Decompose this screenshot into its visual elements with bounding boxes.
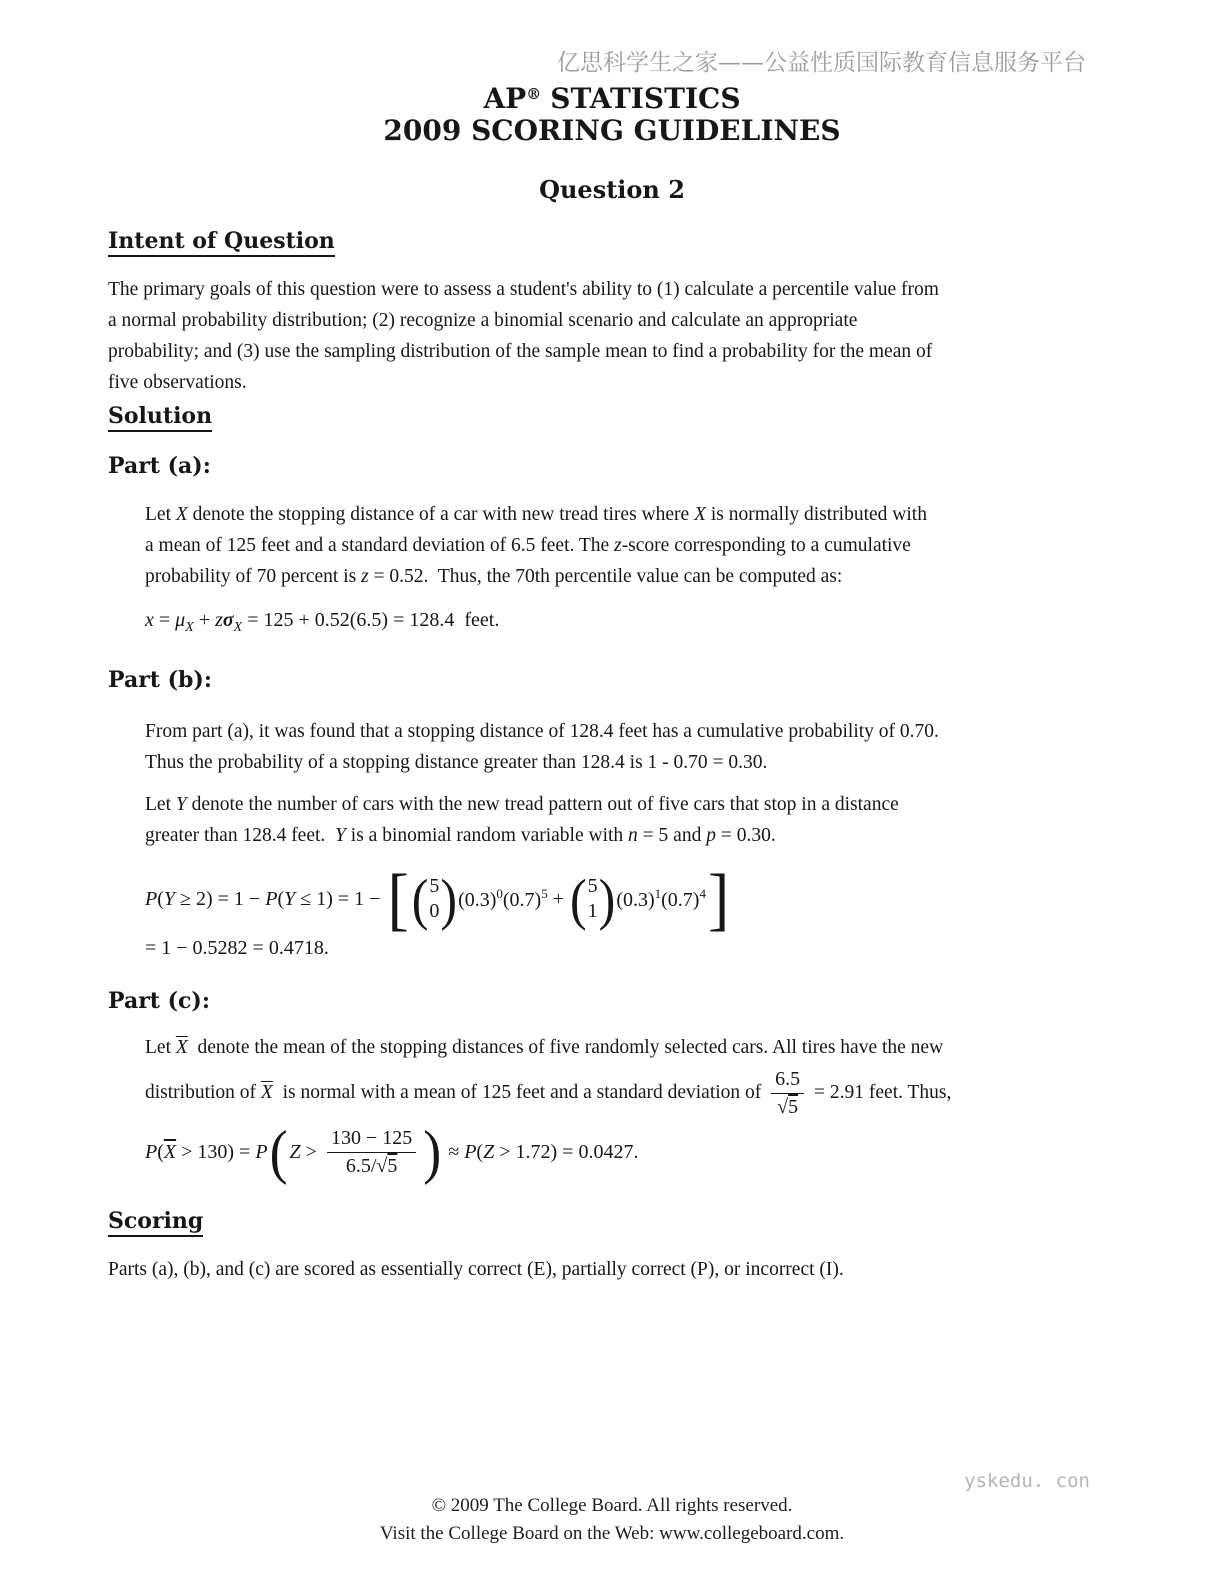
intent-heading: [108, 229, 1116, 257]
fraction-130-minus-125-over-se: [327, 1126, 416, 1179]
part-b-formula: [145, 859, 1116, 938]
fraction-6point5-over-sqrt5: [771, 1067, 804, 1120]
part-a-paragraph: Let X denote the stopping distance of a car with new tread tires where X is normally distributed with a mean of 125 feet and a standard deviation of 6.5 feet. The z-score corresponding to a cumulative probability of 70 percent is z = 0.52. Thus, the 70th percentile value can be computed as:: [145, 504, 927, 587]
solution-heading: [108, 404, 1116, 432]
part-b-result: = 1 − 0.5282 = 0.4718.: [145, 937, 329, 959]
footer-watermark: yskedu. con: [964, 1470, 1090, 1492]
footer-url: Visit the College Board on the Web: www.collegeboard.com.: [379, 1523, 845, 1544]
right-paren: ): [598, 867, 616, 931]
footer-copyright: © 2009 The College Board. All rights reserved.: [431, 1495, 793, 1516]
binom-bottom: 1: [587, 900, 598, 922]
part-a-formula: $x = \mu_X + z\sigma_X = 125 + 0.52(6.5) = 128.4$ feet.: [145, 609, 500, 635]
left-bracket: [: [387, 859, 409, 938]
title-subject: STATISTICS: [550, 82, 741, 115]
right-bracket: ]: [707, 859, 730, 938]
part-c-heading: Part (c):: [108, 988, 210, 1014]
binomial-coefficient-5-choose-0: [411, 867, 458, 931]
part-c-formula-rhs: ≈ P(Z > 1.72) = 0.0427.: [443, 1140, 639, 1163]
part-b-paragraph-2: Let Y denote the number of cars with the new tread pattern out of five cars that stop in a distance greater than 128.4 feet. Y is a binomial random variable with n = 5 and p = 0.30.: [145, 794, 899, 846]
left-paren: (: [570, 867, 587, 931]
part-c-formula-inner: Z >: [289, 1140, 322, 1163]
binom-top: 5: [429, 875, 440, 897]
scoring-paragraph: Parts (a), (b), and (c) are scored as essentially correct (E), partially correct (P), or incorrect (I).: [108, 1259, 844, 1280]
binom-stack: [429, 874, 439, 924]
header-watermark: 亿思科学生之家——公益性质国际教育信息服务平台: [557, 50, 1086, 76]
right-paren: ): [440, 867, 458, 931]
part-c-paragraph: Let $\overline{X}$ denote the mean of the stopping distances of five randomly selected cars. All tires have the new: [145, 1037, 944, 1058]
part-c-paragraph-fraction-line: [145, 1065, 1116, 1121]
part-b-heading: Part (b):: [108, 667, 212, 693]
title-ap: AP: [483, 82, 527, 115]
registered-trademark-symbol: ®: [526, 85, 542, 103]
part-c-frac-line-after: = 2.91 feet. Thus,: [809, 1082, 952, 1103]
scoring-heading-text: Scoring: [108, 1209, 203, 1237]
title-line-2: 2009 SCORING GUIDELINES: [383, 114, 841, 147]
page-footer: [0, 1492, 1224, 1548]
part-b-formula-lhs: P(Y ≥ 2) = 1 − P(Y ≤ 1) = 1 −: [145, 887, 386, 910]
binom-top: 5: [587, 875, 598, 897]
part-a-heading: Part (a):: [108, 453, 211, 479]
binom-bottom: 0: [429, 900, 440, 922]
plus-sign: +: [547, 887, 569, 910]
intent-heading-text: Intent of Question: [108, 229, 335, 257]
title-line-1: [108, 78, 1116, 115]
solution-heading-text: Solution: [108, 404, 212, 432]
part-c-formula: [145, 1118, 1116, 1186]
left-paren: (: [269, 1118, 288, 1186]
part-c-frac-line-before: distribution of $\overline{X}$ is normal with a mean of 125 feet and a standard deviation of: [145, 1082, 767, 1103]
part-b-formula-term-1: $(0.3)^0(0.7)^5$: [458, 886, 548, 911]
part-b-paragraph-1: From part (a), it was found that a stopping distance of 128.4 feet has a cumulative probability of 0.70. Thus the probability of a stopping distance greater than 128.4 is 1 - 0.70 = 0.30.: [145, 721, 939, 773]
part-c-formula-lhs: $P(\overline{X} > 130) = P$: [145, 1140, 268, 1163]
binomial-coefficient-5-choose-1: [570, 867, 616, 931]
fraction-denominator: 6.5/√5: [345, 1154, 398, 1177]
fraction-numerator: 130 − 125: [327, 1126, 416, 1153]
document-title: [108, 78, 1116, 147]
question-heading: Question 2: [539, 175, 685, 204]
left-paren: (: [411, 867, 429, 931]
fraction-denominator: √5: [777, 1095, 799, 1118]
part-b-formula-term-2: $(0.3)^1(0.7)^4$: [616, 886, 706, 911]
fraction-numerator: 6.5: [771, 1067, 804, 1094]
right-paren: ): [423, 1118, 442, 1186]
scoring-heading: [108, 1209, 1116, 1237]
binom-stack: [588, 874, 598, 924]
intent-paragraph: The primary goals of this question were to assess a student's ability to (1) calculate a percentile value from a normal probability distribution; (2) recognize a binomial scenario and calculate an appropriate probability; and (3) use the sampling distribution of the sample mean to find a probability for the mean of five observations.: [108, 279, 939, 393]
